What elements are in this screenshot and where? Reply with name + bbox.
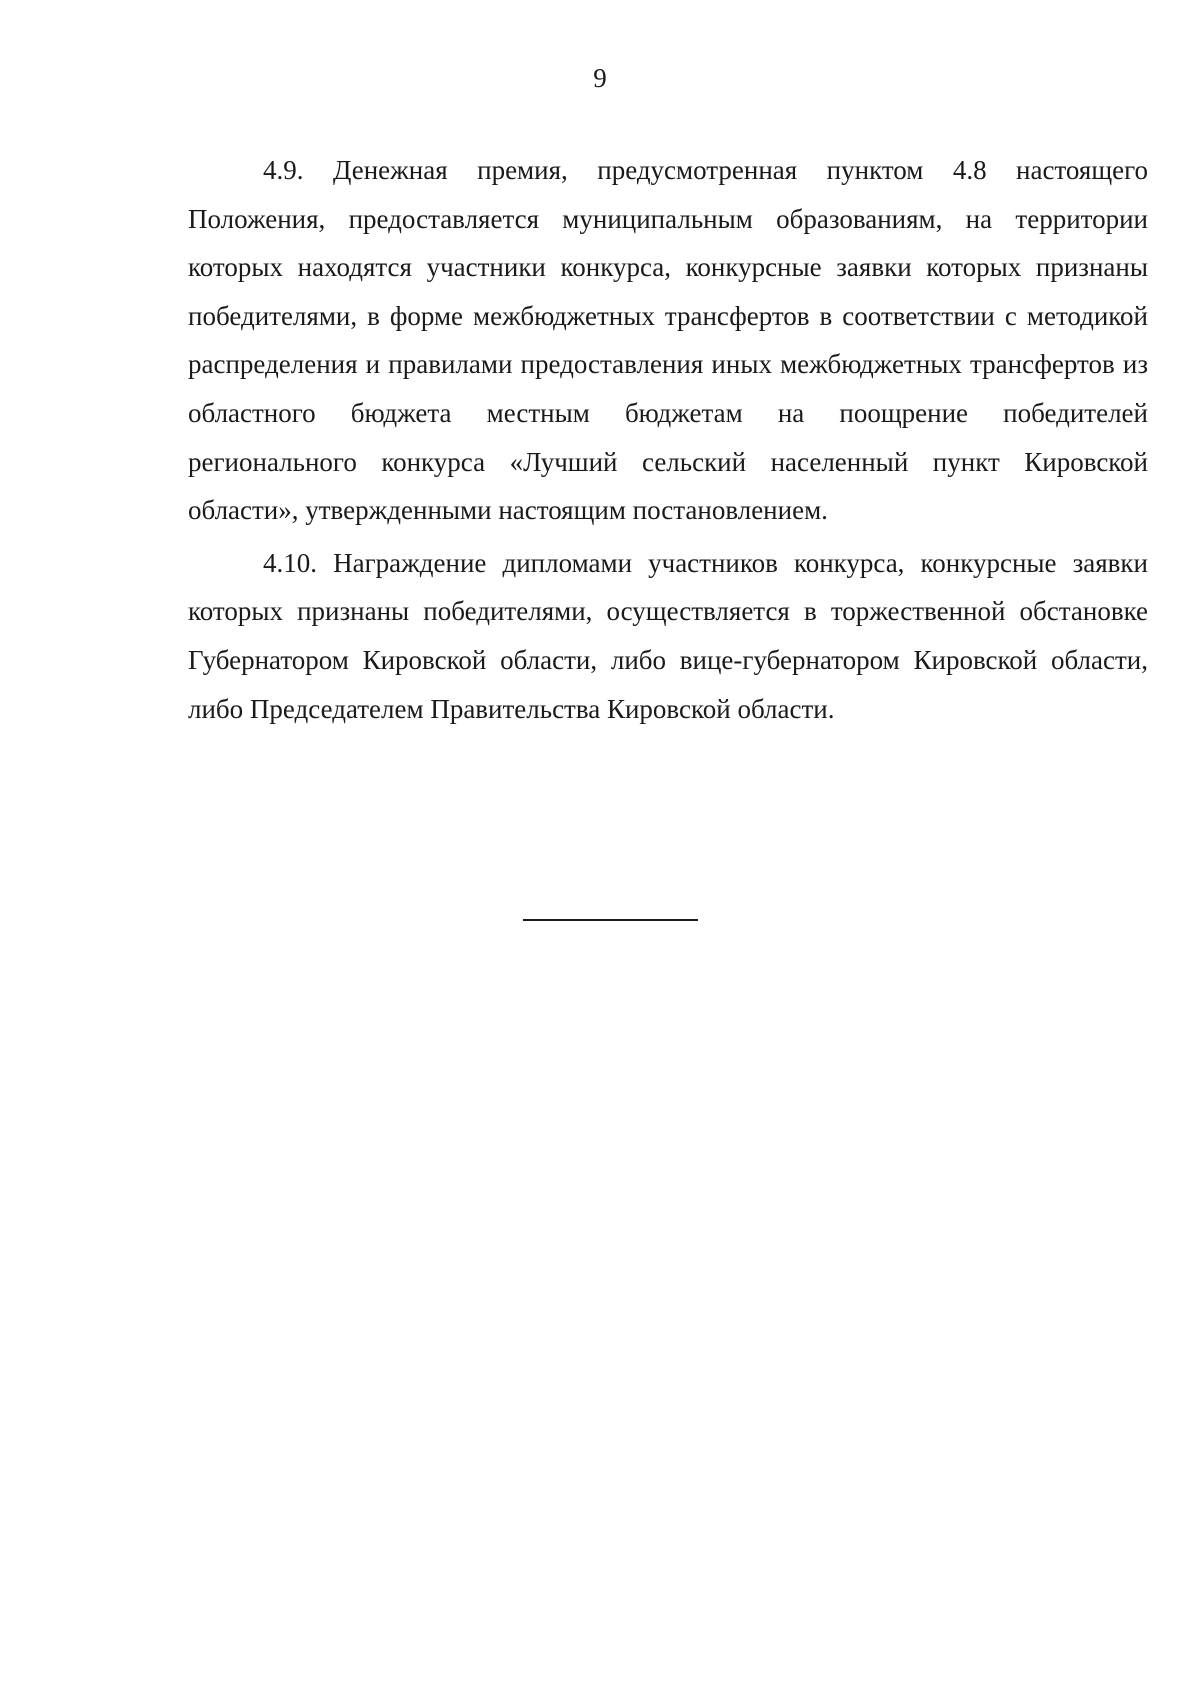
page-number: 9 [593, 63, 607, 93]
end-of-document-rule [523, 919, 698, 921]
document-body [188, 146, 1148, 737]
paragraph-4-9: 4.9. Денежная премия, предусмотренная пунктом 4.8 настоящего Положения, предоставляется муниципальным образованиям, на территории которых находятся участники конкурса, конкурсные заявки которых признаны победителями, в форме межбюджетных трансфертов в соответствии с методикой распределения и правилами предоставления иных межбюджетных трансфертов из областного бюджета местным бюджетам на поощрение победителей регионального конкурса «Лучший сельский населенный пункт Кировской области», утвержденными настоящим постановлением. [188, 155, 1148, 526]
paragraph-4-10: 4.10. Награждение дипломами участников конкурса, конкурсные заявки которых признаны победителями, осуществляется в торжественной обстановке Губернатором Кировской области, либо вице-губернатором Кировской области, либо Председателем Правительства Кировской области. [188, 547, 1148, 724]
